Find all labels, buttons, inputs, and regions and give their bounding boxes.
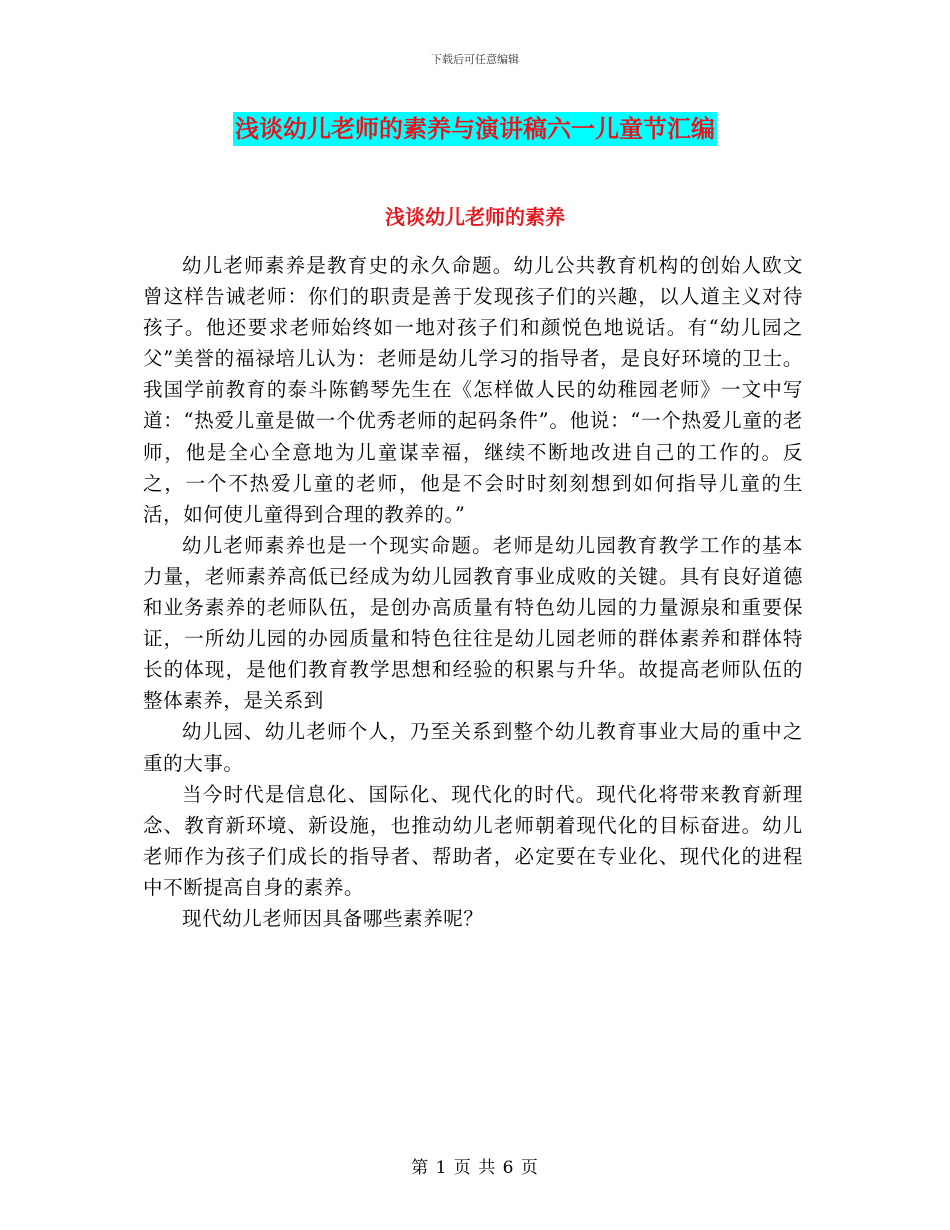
- paragraph-5: 现代幼儿老师因具备哪些素养呢？: [182, 906, 484, 930]
- paragraph-3: 幼儿园、幼儿老师个人，乃至关系到整个幼儿教育事业大局的重中之重的大事。: [143, 720, 803, 775]
- paragraph-2: 幼儿老师素养也是一个现实命题。老师是幼儿园教育教学工作的基本力量，老师素养高低已经成为幼儿园教育事业成败的关键。具有良好道德和业务素养的老师队伍，是创办高质量有特色幼儿园的力量源泉和重要保证，一所幼儿园的办园质量和特色往往是幼儿园老师的群体素养和群体特长的体现，是他们教育教学思想和经验的积累与升华。故提高老师队伍的整体素养，是关系到: [143, 533, 803, 713]
- paragraph-4: 当今时代是信息化、国际化、现代化的时代。现代化将带来教育新理念、教育新环境、新设施，也推动幼儿老师朝着现代化的目标奋进。幼儿老师作为孩子们成长的指导者、帮助者，必定要在专业化、现代化的进程中不断提高自身的素养。: [143, 782, 803, 899]
- section-title: 浅谈幼儿老师的素养: [385, 205, 565, 229]
- body-text: [143, 250, 803, 934]
- document-title: 浅谈幼儿老师的素养与演讲稿六一儿童节汇编: [233, 112, 717, 146]
- page-header-note: 下载后可任意编辑: [431, 53, 519, 66]
- page-number-footer: 第 1 页 共 6 页: [411, 1158, 539, 1178]
- paragraph-1: 幼儿老师素养是教育史的永久命题。幼儿公共教育机构的创始人欧文曾这样告诫老师：你们的职责是善于发现孩子们的兴趣，以人道主义对待孩子。他还要求老师始终如一地对孩子们和颜悦色地说话。有“幼儿园之父”美誉的福禄培儿认为：老师是幼儿学习的指导者，是良好环境的卫士。我国学前教育的泰斗陈鹤琴先生在《怎样做人民的幼稚园老师》一文中写道：“热爱儿童是做一个优秀老师的起码条件”。他说：“一个热爱儿童的老师，他是全心全意地为儿童谋幸福，继续不断地改进自己的工作的。反之，一个不热爱儿童的老师，他是不会时时刻刻想到如何指导儿童的生活，如何使儿童得到合理的教养的。”: [143, 254, 803, 526]
